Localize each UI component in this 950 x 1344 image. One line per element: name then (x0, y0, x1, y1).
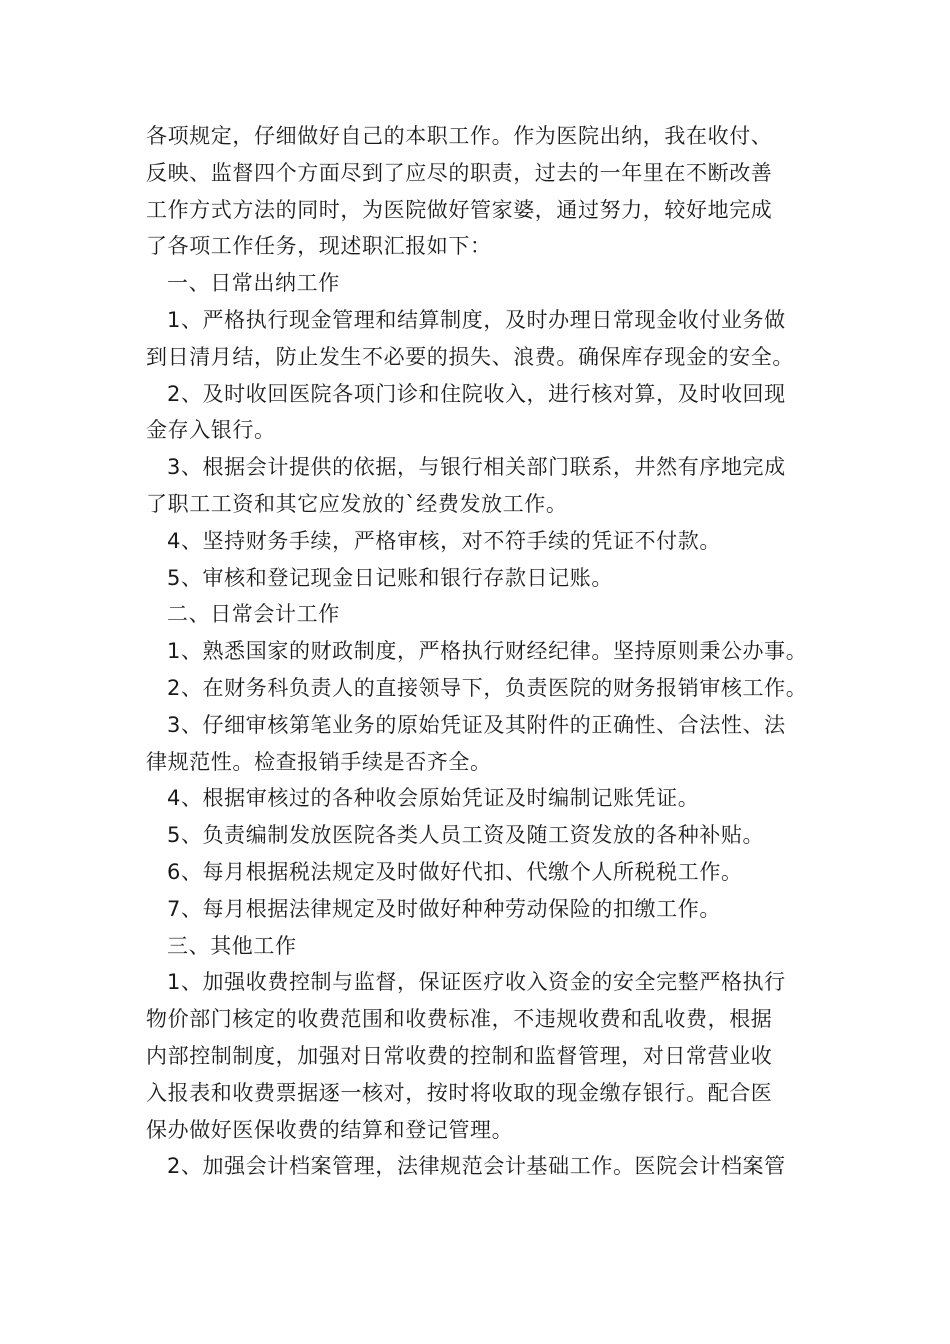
paragraph-line: 了各项工作任务，现述职汇报如下： (146, 234, 492, 259)
list-item: 1、严格执行现金管理和结算制度，及时办理日常现金收付业务做 (167, 307, 786, 332)
list-item: 4、坚持财务手续，严格审核，对不符手续的凭证不付款。 (167, 528, 721, 553)
section-heading: 二、日常会计工作 (167, 602, 340, 627)
list-item: 2、及时收回医院各项门诊和住院收入，进行核对算，及时收回现 (167, 381, 786, 406)
list-item: 5、审核和登记现金日记账和银行存款日记账。 (167, 565, 613, 590)
paragraph-line: 各项规定，仔细做好自己的本职工作。作为医院出纳，我在收付、 (146, 124, 773, 148)
paragraph-line: 工作方式方法的同时，为医院做好管家婆，通过努力，较好地完成 (146, 197, 773, 222)
section-heading: 一、日常出纳工作 (167, 271, 340, 296)
body-text (146, 118, 814, 1185)
list-item: 6、每月根据税法规定及时做好代扣、代缴个人所税税工作。 (167, 859, 743, 884)
paragraph-line: 反映、监督四个方面尽到了应尽的职责，过去的一年里在不断改善 (146, 160, 773, 185)
list-item: 2、加强会计档案管理，法律规范会计基础工作。医院会计档案管 (167, 1154, 786, 1179)
list-item: 5、负责编制发放医院各类人员工资及随工资发放的各种补贴。 (167, 823, 765, 848)
paragraph-line: 内部控制制度，加强对日常收费的控制和监督管理，对日常营业收 (146, 1043, 773, 1068)
section-heading: 三、其他工作 (167, 933, 297, 958)
list-item: 3、仔细审核第笔业务的原始凭证及其附件的正确性、合法性、法 (167, 712, 786, 737)
paragraph-line: 金存入银行。 (146, 418, 276, 443)
list-item: 4、根据审核过的各种收会原始凭证及时编制记账凭证。 (167, 786, 700, 811)
list-item: 7、每月根据法律规定及时做好种种劳动保险的扣缴工作。 (167, 896, 721, 921)
list-item: 1、熟悉国家的财政制度，严格执行财经纪律。坚持原则秉公办事。 (167, 639, 808, 664)
paragraph-line: 入报表和收费票据逐一核对，按时将收取的现金缴存银行。配合医 (146, 1080, 773, 1105)
list-item: 2、在财务科负责人的直接领导下，负责医院的财务报销审核工作。 (167, 675, 808, 700)
paragraph-line: 了职工工资和其它应发放的`经费发放工作。 (146, 491, 568, 516)
paragraph-line: 律规范性。检查报销手续是否齐全。 (146, 749, 492, 774)
paragraph-line: 到日清月结，防止发生不必要的损失、浪费。确保库存现金的安全。 (146, 344, 794, 369)
paragraph-line: 保办做好医保收费的结算和登记管理。 (146, 1117, 514, 1142)
list-item: 1、加强收费控制与监督，保证医疗收入资金的安全完整严格执行 (167, 970, 786, 995)
list-item: 3、根据会计提供的依据，与银行相关部门联系，井然有序地完成 (167, 455, 786, 480)
paragraph-line: 物价部门核定的收费范围和收费标准，不违规收费和乱收费，根据 (146, 1007, 773, 1032)
